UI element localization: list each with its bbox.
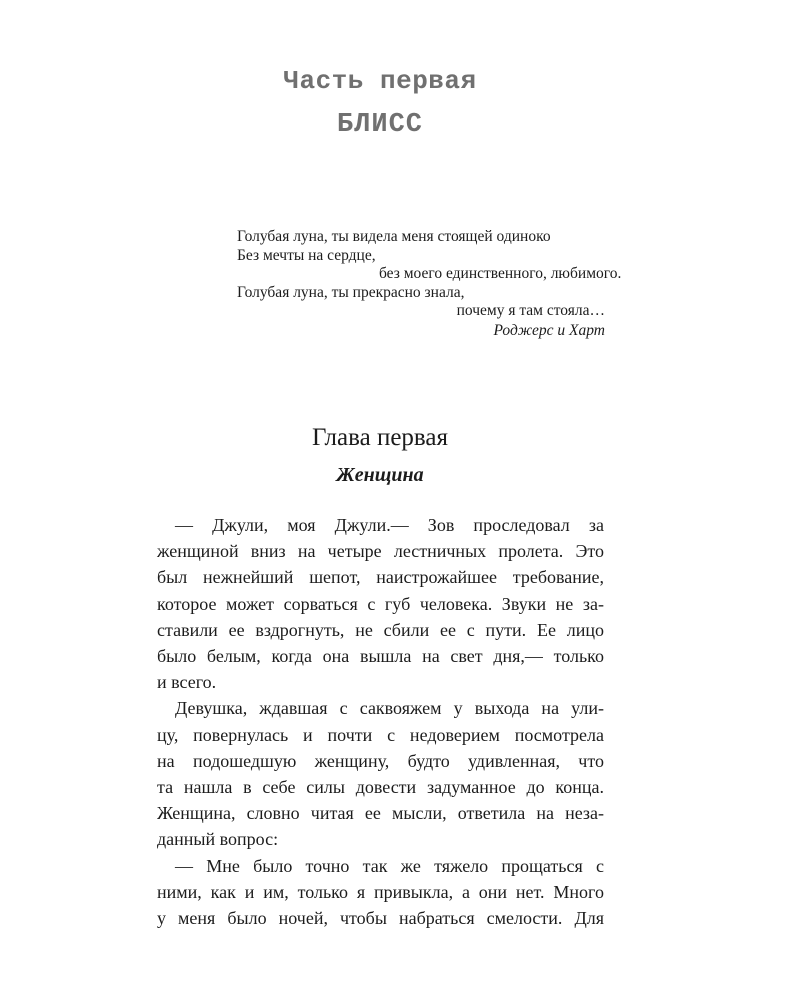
body-text [157,512,604,931]
text-line: ними, как и им, только я привыкла, а они нет. Много [157,881,604,902]
chapter-title: Глава первая [311,424,448,451]
part-name: БЛИСС [336,110,423,140]
text-line: Девушка, ждавшая с саквояжем у выхода на ули- [175,698,604,719]
epigraph-line: Голубая луна, ты видела меня стоящей одиноко [237,228,551,245]
epigraph-line: без моего единственного, любимого. [379,265,622,282]
text-line: на подошедшую женщину, будто удивленная, что [157,750,604,771]
text-line: у меня было ночей, чтобы набраться смелости. Для [157,908,604,929]
part-title: Часть первая [283,66,477,96]
text-line: данный вопрос: [157,829,279,850]
epigraph-line: Без мечты на сердце, [237,246,376,264]
text-line: ставили ее вздрогнуть, не сбили ее с пути. Ее лицо [157,619,604,640]
text-line: — Джули, моя Джули.— Зов проследовал за [175,515,604,535]
text-line: и всего. [157,672,217,693]
text-line: — Мне было точно так же тяжело прощаться с [175,855,604,876]
text-line: был нежнейший шепот, наистрожайшее требование, [157,567,604,588]
text-line: та нашла в себе силы довести задуманное до конца. [157,777,604,798]
text-line: цу, повернулась и почти с недоверием посмотрела [157,724,604,745]
chapter-subtitle: Женщина [336,464,424,486]
text-line: которое может сорваться с губ человека. Звуки не за- [157,593,604,614]
epigraph-line: Голубая луна, ты прекрасно знала, [237,283,465,301]
epigraph [237,228,622,340]
epigraph-author: Роджерс и Харт [493,321,605,339]
text-line: женщиной вниз на четыре лестничных пролета. Это [157,541,604,562]
text-line: Женщина, словно читая ее мысли, ответила на неза- [157,803,604,824]
text-line: было белым, когда она вышла на свет дня,— только [157,646,604,667]
epigraph-line: почему я там стояла… [456,302,605,319]
